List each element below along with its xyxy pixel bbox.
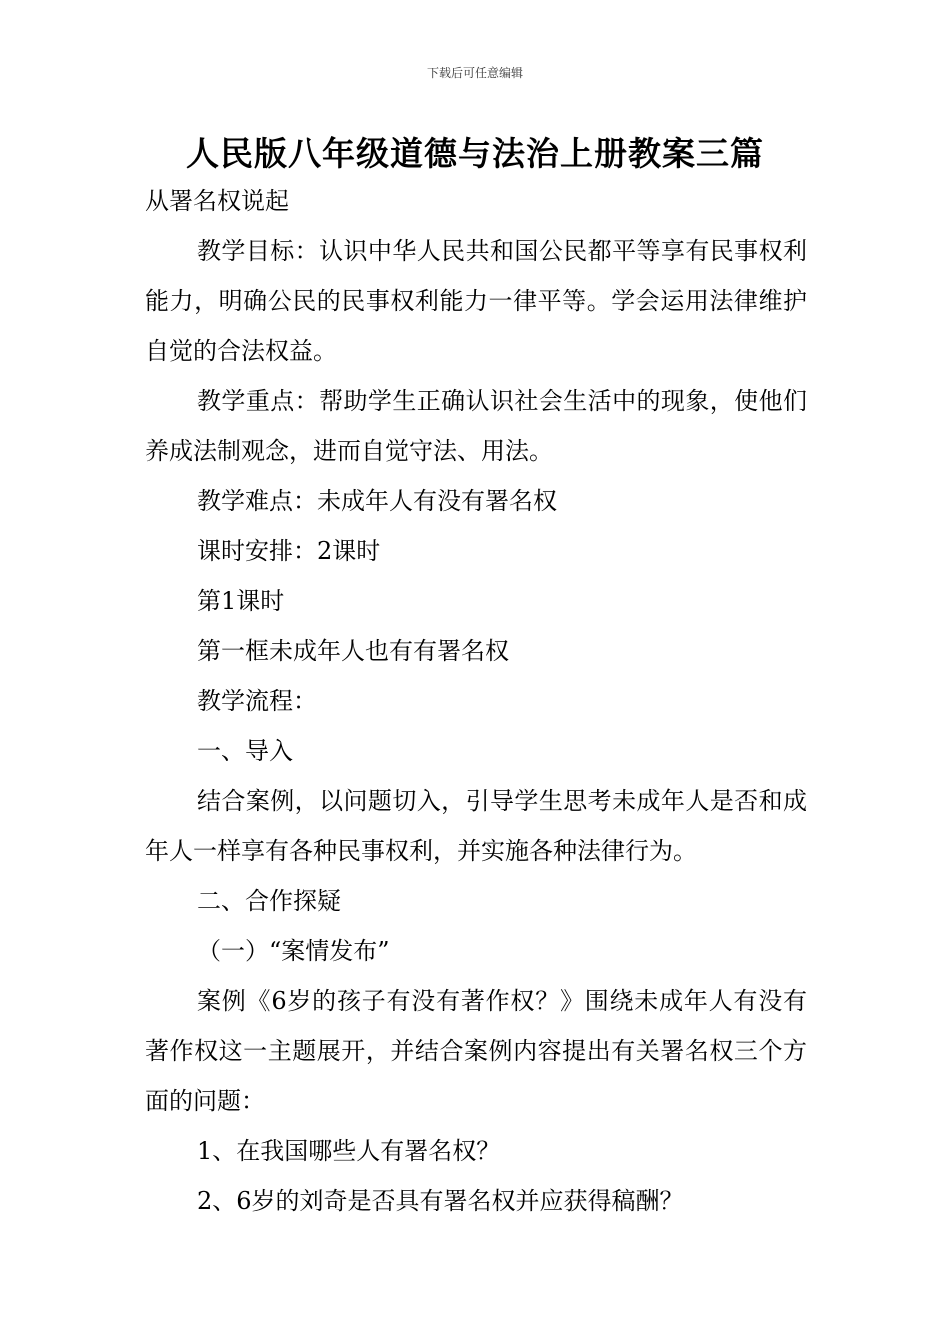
paragraph-case-release: （一）“案情发布” — [197, 937, 390, 965]
document-body — [145, 176, 807, 1226]
list-item-question-1: 1、在我国哪些人有署名权？ — [197, 1137, 501, 1165]
page-header-note: 下载后可任意编辑 — [426, 66, 523, 80]
paragraph-schedule: 课时安排：2课时 — [197, 537, 381, 565]
paragraph-teaching-focus: 教学重点：帮助学生正确认识社会生活中的现象，使他们养成法制观念，进而自觉守法、用法。 — [145, 387, 807, 465]
paragraph-case-description: 案例《6岁的孩子有没有著作权？》围绕未成年人有没有著作权这一主题展开，并结合案例内容提出有关署名权三个方面的问题： — [145, 987, 807, 1115]
paragraph-teaching-difficulty: 教学难点：未成年人有没有署名权 — [197, 487, 557, 515]
paragraph-introduction-text: 结合案例，以问题切入，引导学生思考未成年人是否和成年人一样享有各种民事权利，并实施各种法律行为。 — [145, 787, 807, 865]
paragraph-lesson-1: 第1课时 — [197, 587, 285, 615]
list-item-question-2: 2、6岁的刘奇是否具有署名权并应获得稿酬？ — [197, 1187, 684, 1215]
section-title: 从署名权说起 — [145, 187, 289, 215]
paragraph-cooperation-heading: 二、合作探疑 — [197, 887, 341, 915]
document-title: 人民版八年级道德与法治上册教案三篇 — [186, 134, 764, 173]
paragraph-introduction-heading: 一、导入 — [197, 737, 293, 765]
paragraph-teaching-objectives: 教学目标：认识中华人民共和国公民都平等享有民事权利能力，明确公民的民事权利能力一律平等。学会运用法律维护自觉的合法权益。 — [145, 237, 807, 365]
paragraph-section-1: 第一框未成年人也有有署名权 — [197, 637, 509, 665]
paragraph-teaching-process: 教学流程： — [197, 687, 317, 715]
